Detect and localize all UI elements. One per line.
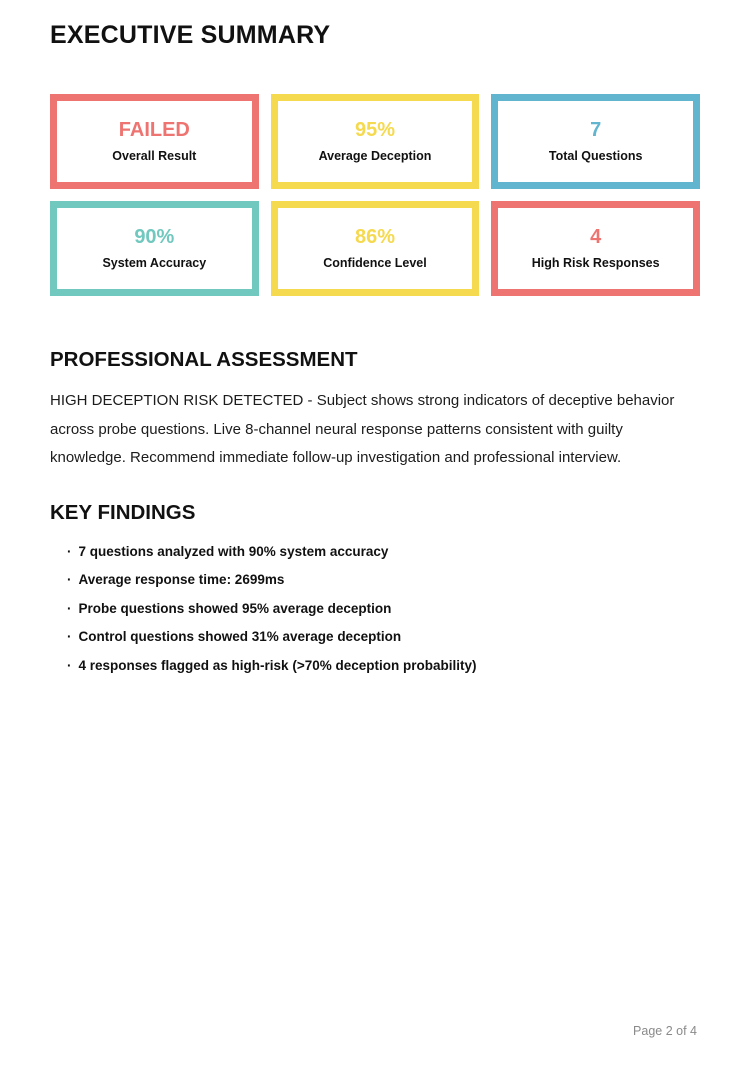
bullet-icon: · bbox=[67, 600, 72, 616]
summary-cards-grid bbox=[50, 94, 700, 296]
metric-card-system-accuracy bbox=[50, 201, 259, 296]
metric-card-average-deception bbox=[271, 94, 480, 189]
page-number: Page 2 of 4 bbox=[633, 1024, 697, 1038]
metric-value: 95% bbox=[354, 119, 395, 142]
metric-value: 90% bbox=[134, 226, 175, 249]
finding-text: Control questions showed 31% average deception bbox=[78, 629, 402, 644]
metric-label: Total Questions bbox=[548, 149, 643, 164]
key-findings-heading: KEY FINDINGS bbox=[50, 500, 196, 524]
finding-text: Probe questions showed 95% average deception bbox=[78, 600, 392, 616]
metric-label: System Accuracy bbox=[102, 256, 207, 271]
finding-item bbox=[67, 573, 697, 587]
key-findings-list bbox=[50, 545, 697, 673]
report-page bbox=[0, 21, 743, 673]
bullet-icon: · bbox=[67, 543, 72, 559]
metric-value: 4 bbox=[590, 226, 602, 249]
professional-assessment-heading: PROFESSIONAL ASSESSMENT bbox=[50, 348, 358, 371]
metric-value: 7 bbox=[590, 119, 602, 142]
finding-item bbox=[67, 630, 697, 644]
finding-item bbox=[67, 602, 697, 616]
bullet-icon: · bbox=[67, 572, 72, 587]
metric-label: Overall Result bbox=[112, 149, 197, 164]
metric-card-high-risk-responses bbox=[491, 201, 700, 296]
metric-label: Average Deception bbox=[318, 149, 432, 164]
bullet-icon: · bbox=[67, 629, 72, 644]
finding-text: Average response time: 2699ms bbox=[78, 572, 285, 587]
metric-card-total-questions bbox=[491, 94, 700, 189]
metric-label: Confidence Level bbox=[323, 256, 427, 271]
metric-value: FAILED bbox=[118, 119, 190, 142]
metric-card-overall-result bbox=[50, 94, 259, 189]
professional-assessment-paragraph: HIGH DECEPTION RISK DETECTED - Subject shows strong indicators of deceptive behavior across probe questions. Live 8-channel neural response patterns consistent with guilty knowledge. Recommend immediate follow-up investigation and professional interview. bbox=[50, 392, 675, 466]
finding-text: 7 questions analyzed with 90% system accuracy bbox=[78, 543, 389, 559]
metric-label: High Risk Responses bbox=[531, 256, 660, 271]
finding-item bbox=[67, 545, 697, 559]
finding-item bbox=[67, 659, 697, 673]
metric-card-confidence-level bbox=[271, 201, 480, 296]
bullet-icon: · bbox=[67, 657, 72, 673]
metric-value: 86% bbox=[354, 226, 395, 249]
finding-text: 4 responses flagged as high-risk (>70% deception probability) bbox=[78, 657, 477, 673]
page-title: EXECUTIVE SUMMARY bbox=[50, 21, 331, 49]
